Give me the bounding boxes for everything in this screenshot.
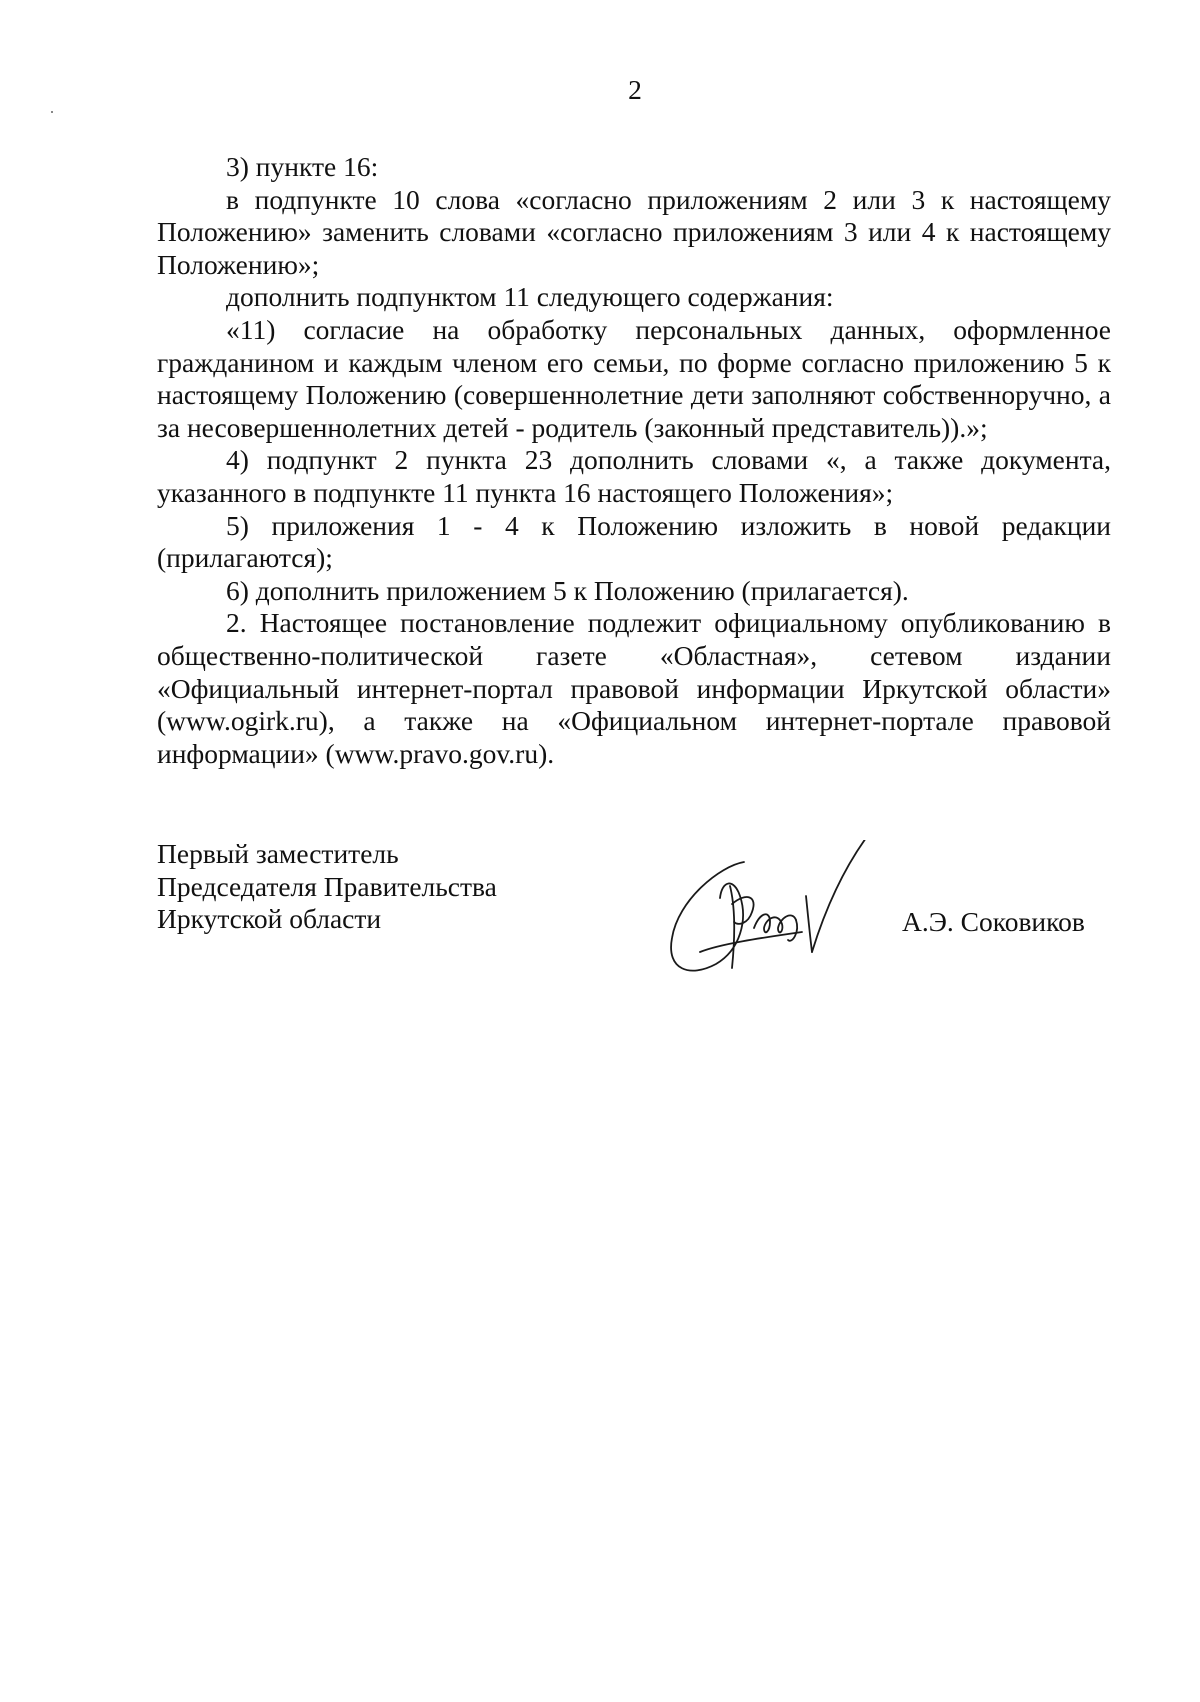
signer-position-line: Иркутской области: [157, 903, 382, 935]
signer-position-line: Первый заместитель: [157, 838, 399, 869]
signer-position-line: Председателя Правительства: [157, 870, 497, 902]
signer-position: [157, 838, 497, 936]
paragraph: дополнить подпунктом 11 следующего содержания:: [226, 281, 834, 313]
handwritten-signature: [660, 840, 910, 990]
paragraph: «11) согласие на обработку персональных данных, оформленное гражданином и каждым членом его семьи, по форме согласно приложению 5 к настоящему Положению (совершеннолетние дети заполняют собственноручно, а за несовершеннолетних детей - родитель (законный представитель)).»;: [157, 313, 1111, 443]
signer-name: А.Э. Соковиков: [902, 906, 1085, 937]
page-number: 2: [628, 74, 642, 105]
paragraph: 5) приложения 1 - 4 к Положению изложить в новой редакции (прилагаются);: [157, 509, 1111, 574]
paragraph: 4) подпункт 2 пункта 23 дополнить словами «, а также документа, указанного в подпункте 11 пункта 16 настоящего Положения»;: [157, 444, 1111, 508]
paragraph: 3) пункте 16:: [226, 151, 379, 182]
paragraph: 2. Настоящее постановление подлежит официальному опубликованию в общественно-политической газете «Областная», сетевом издании «Официальный интернет-портал правовой информации Иркутской области» (www.ogirk.ru), а также на «Официальном интернет-портале правовой информации» (www.pravo.gov.ru).: [157, 607, 1111, 769]
scan-speck: [51, 111, 53, 113]
document-body: [157, 151, 1111, 770]
paragraph: в подпункте 10 слова «согласно приложениям 2 или 3 к настоящему Положению» заменить словами «согласно приложениям 3 или 4 к настоящему Положению»;: [157, 183, 1111, 280]
paragraph: 6) дополнить приложением 5 к Положению (прилагается).: [226, 574, 909, 606]
